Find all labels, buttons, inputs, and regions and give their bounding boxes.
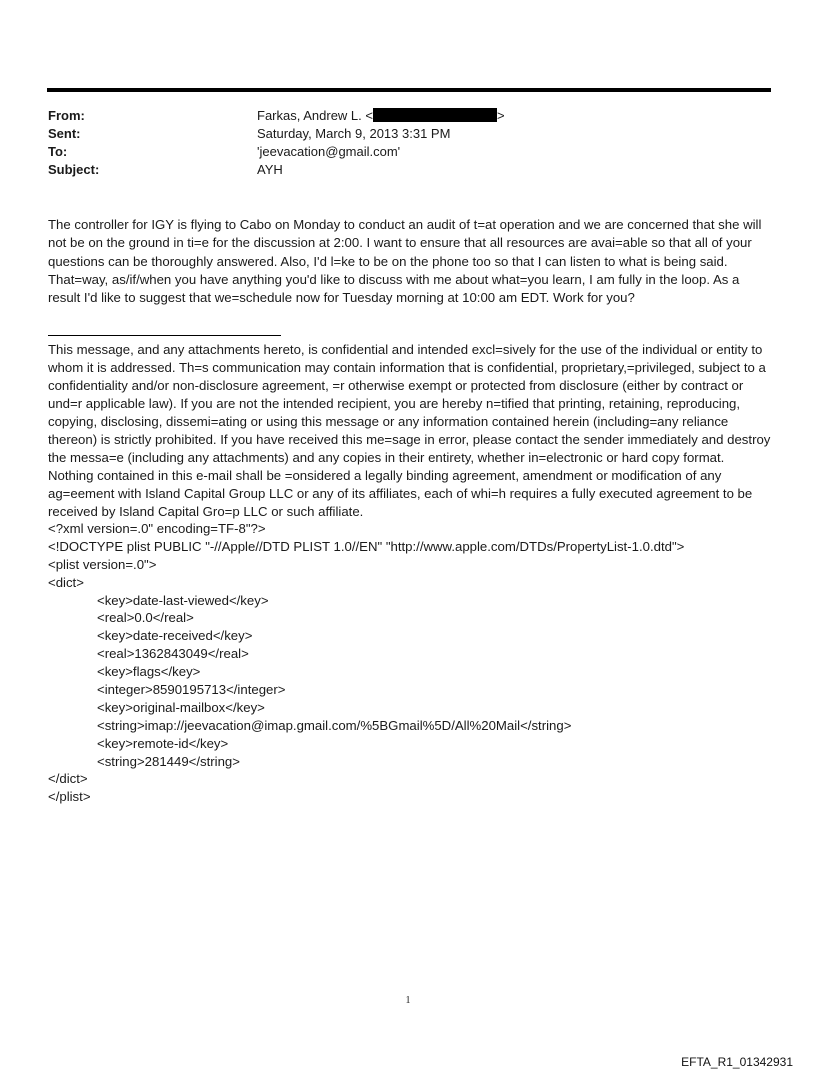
plist-entry: <key>remote-id</key>	[97, 735, 229, 751]
sent-value: Saturday, March 9, 2013 3:31 PM	[257, 126, 451, 141]
page-number: 1	[405, 995, 411, 1006]
from-value	[257, 107, 768, 125]
to-row	[48, 143, 768, 161]
redaction-block	[373, 108, 497, 122]
dict-close-tag: </dict>	[48, 771, 88, 787]
plist-open-tag: <plist version=.0">	[48, 556, 157, 572]
sent-label: Sent:	[48, 126, 81, 141]
signature-divider	[48, 335, 281, 336]
confidentiality-disclaimer: This message, and any attachments hereto, is confidential and intended excl=sively for the use of the individual or entity to whom it is addressed. Th=s communication may contain information that is confidential, proprietary,=privileged, subject to a confidentiality and/or non-disclosure agreement, =r otherwise exempt or protected from disclosure (either by contract or und=r applicable law). If you are not the intended recipient, you are hereby n=tified that printing, retaining, reproducing, copying, disclosing, dissemi=ating or using this message or any information contained herein (including=any reliance thereon) is strictly prohibited. If you have received this me=sage in error, please contact the sender immediately and destroy the messa=e (including any attachments) and any copies in their entirety, whether in=electronic or hard copy format. Nothing contained in this e-mail shall be =onsidered a legally binding agreement, amendment or modification of any ag=eement with Island Capital Group LLC or any of its affiliates, each of whi=h requires a fully executed agreement to be received by Island Capital Gro=p LLC or such affiliate.	[48, 342, 771, 519]
dict-open-tag: <dict>	[48, 574, 84, 590]
from-label: From:	[48, 108, 85, 123]
from-close: >	[496, 108, 505, 123]
document-id: EFTA_R1_01342931	[681, 1055, 793, 1069]
plist-entry: <key>flags</key>	[97, 664, 201, 680]
sent-row	[48, 125, 768, 143]
xml-declaration: <?xml version=.0" encoding=TF-8"?>	[48, 521, 266, 536]
plist-close-tag: </plist>	[48, 789, 91, 805]
header-rule	[47, 88, 771, 92]
doctype-line: <!DOCTYPE plist PUBLIC "-//Apple//DTD PLIST 1.0//EN" "http://www.apple.com/DTDs/PropertyList-1.0.dtd">	[48, 538, 685, 554]
plist-metadata	[48, 520, 772, 806]
subject-label: Subject:	[48, 162, 100, 177]
email-body: The controller for IGY is flying to Cabo on Monday to conduct an audit of t=at operation and we are concerned that she will not be on the ground in ti=e for the discussion at 2:00. I want to ensure that all resources are avai=able so that all of your questions can be thoroughly answered. Also, I'd l=ke to be on the phone too so that I can listen to what is being said. That=way, as/if/when you have anything you'd like to discuss with me about what=you learn, I am fully in the loop. As a result I'd like to suggest that we=schedule now for Tuesday morning at 10:00 am EDT. Work for you?	[48, 217, 762, 306]
plist-entry: <key>date-received</key>	[97, 628, 253, 644]
plist-entry: <key>date-last-viewed</key>	[97, 592, 269, 608]
plist-entry: <string>281449</string>	[97, 753, 240, 769]
subject-value: AYH	[257, 162, 283, 177]
plist-entry: <real>1362843049</real>	[97, 646, 249, 662]
plist-entry: <string>imap://jeevacation@imap.gmail.com/%5BGmail%5D/All%20Mail</string>	[97, 717, 572, 733]
subject-row	[48, 161, 768, 179]
to-value: 'jeevacation@gmail.com'	[257, 144, 401, 159]
from-row	[48, 107, 768, 125]
plist-entry: <integer>8590195713</integer>	[97, 682, 286, 698]
email-header	[48, 107, 768, 179]
from-name: Farkas, Andrew L. <	[257, 108, 373, 123]
plist-entry: <key>original-mailbox</key>	[97, 699, 265, 715]
to-label: To:	[48, 144, 68, 159]
plist-entry: <real>0.0</real>	[97, 610, 194, 626]
